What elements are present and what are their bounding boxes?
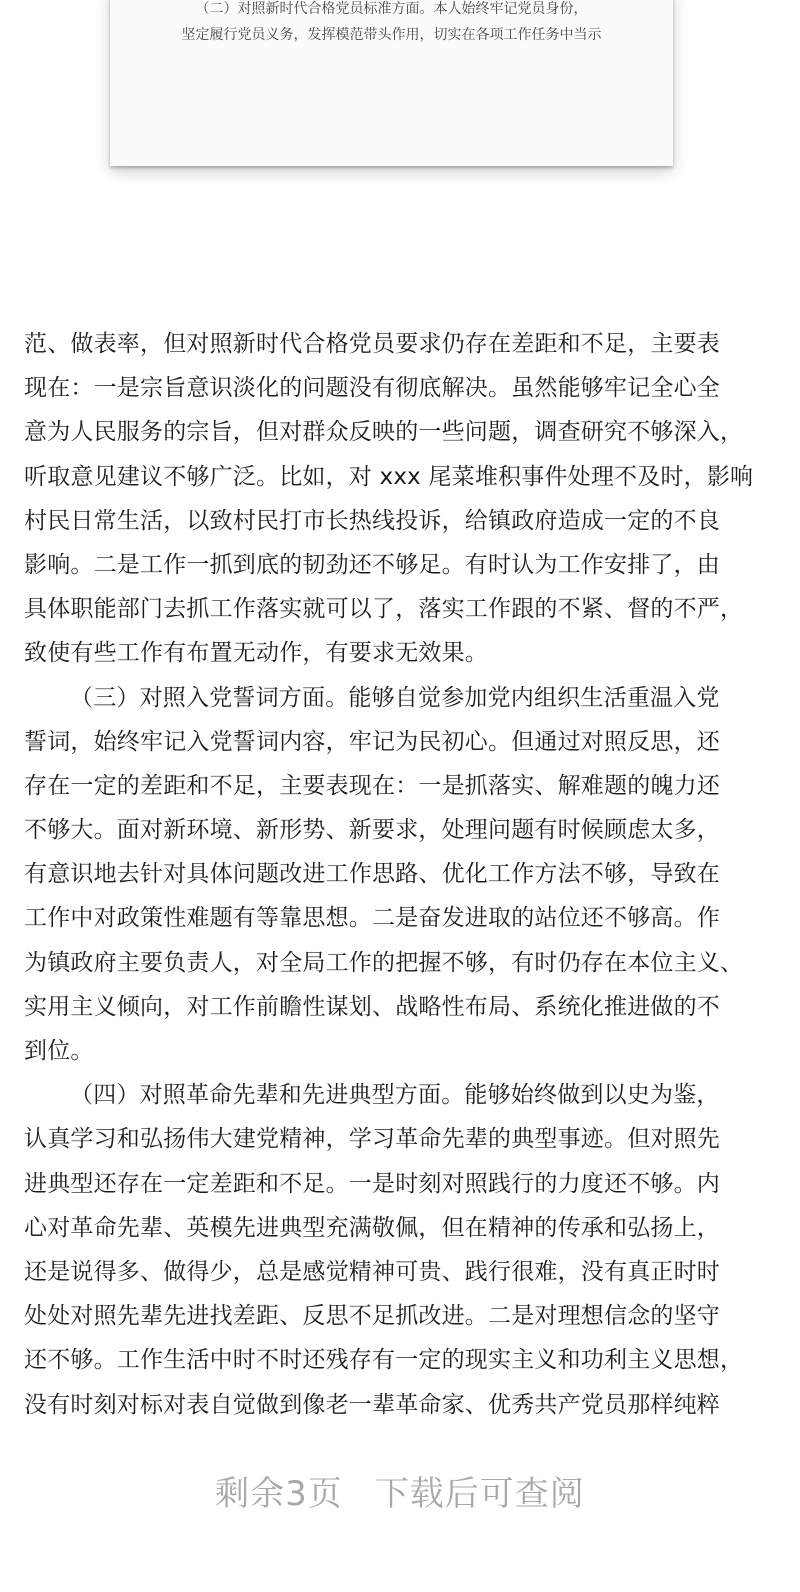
document-preview-card [110, 0, 673, 166]
body-line: 还是说得多、做得少，总是感觉精神可贵、践行很难，没有真正时时 [24, 1258, 720, 1285]
body-line: 意为人民服务的宗旨，但对群众反映的一些问题，调查研究不够深入， [24, 419, 744, 446]
body-line: 实用主义倾向，对工作前瞻性谋划、战略性布局、系统化推进做的不 [24, 993, 720, 1020]
body-line: 现在：一是宗旨意识淡化的问题没有彻底解决。虽然能够牢记全心全 [24, 375, 720, 402]
body-line: 有意识地去针对具体问题改进工作思路、优化工作方法不够，导致在 [24, 861, 720, 888]
body-line: 进典型还存在一定差距和不足。一是时刻对照践行的力度还不够。内 [24, 1170, 720, 1197]
preview-line-1: （二）对照新时代合格党员标准方面。本人始终牢记党员身份， [195, 1, 588, 17]
body-line: 到位。 [24, 1038, 94, 1064]
body-line: 不够大。面对新环境、新形势、新要求，处理问题有时候顾虑太多， [24, 817, 720, 844]
body-line: 没有时刻对标对表自觉做到像老一辈革命家、优秀共产党员那样纯粹 [24, 1391, 720, 1418]
body-line: 范、做表率，但对照新时代合格党员要求仍存在差距和不足，主要表 [24, 331, 720, 357]
body-line: 誓词，始终牢记入党誓词内容，牢记为民初心。但通过对照反思，还 [24, 728, 720, 755]
body-line: 心对革命先辈、英模先进典型充满敬佩，但在精神的传承和弘扬上， [24, 1214, 720, 1241]
body-line: 存在一定的差距和不足，主要表现在：一是抓落实、解难题的魄力还 [24, 772, 720, 799]
preview-line-2: 坚定履行党员义务，发挥模范带头作用，切实在各项工作任务中当示 [181, 27, 602, 43]
body-line: 认真学习和弘扬伟大建党精神，学习革命先辈的典型事迹。但对照先 [24, 1126, 720, 1153]
body-line: 工作中对政策性难题有等靠思想。二是奋发进取的站位还不够高。作 [24, 905, 720, 932]
download-to-view-label: 下载后可查阅 [374, 1474, 585, 1514]
body-line: 听取意见建议不够广泛。比如，对 xxx 尾菜堆积事件处理不及时，影响 [24, 463, 754, 490]
body-line: 影响。二是工作一抓到底的韧劲还不够足。有时认为工作安排了，由 [24, 551, 720, 578]
document-body [24, 322, 780, 1427]
body-line: 村民日常生活，以致村民打市长热线投诉，给镇政府造成一定的不良 [24, 507, 720, 534]
section-heading-line: （四）对照革命先辈和先进典型方面。能够始终做到以史为鉴， [70, 1082, 720, 1109]
body-line: 具体职能部门去抓工作落实就可以了，落实工作跟的不紧、督的不严， [24, 596, 744, 623]
section-heading-line: （三）对照入党誓词方面。能够自觉参加党内组织生活重温入党 [70, 684, 720, 711]
body-line: 还不够。工作生活中时不时还残存有一定的现实主义和功利主义思想， [24, 1347, 744, 1374]
body-line: 为镇政府主要负责人，对全局工作的把握不够，有时仍存在本位主义、 [24, 949, 744, 976]
download-prompt[interactable] [0, 1466, 800, 1515]
body-line: 处处对照先辈先进找差距、反思不足抓改进。二是对理想信念的坚守 [24, 1303, 720, 1330]
remaining-pages-label: 剩余3页 [215, 1474, 343, 1514]
body-line: 致使有些工作有布置无动作，有要求无效果。 [24, 640, 488, 667]
